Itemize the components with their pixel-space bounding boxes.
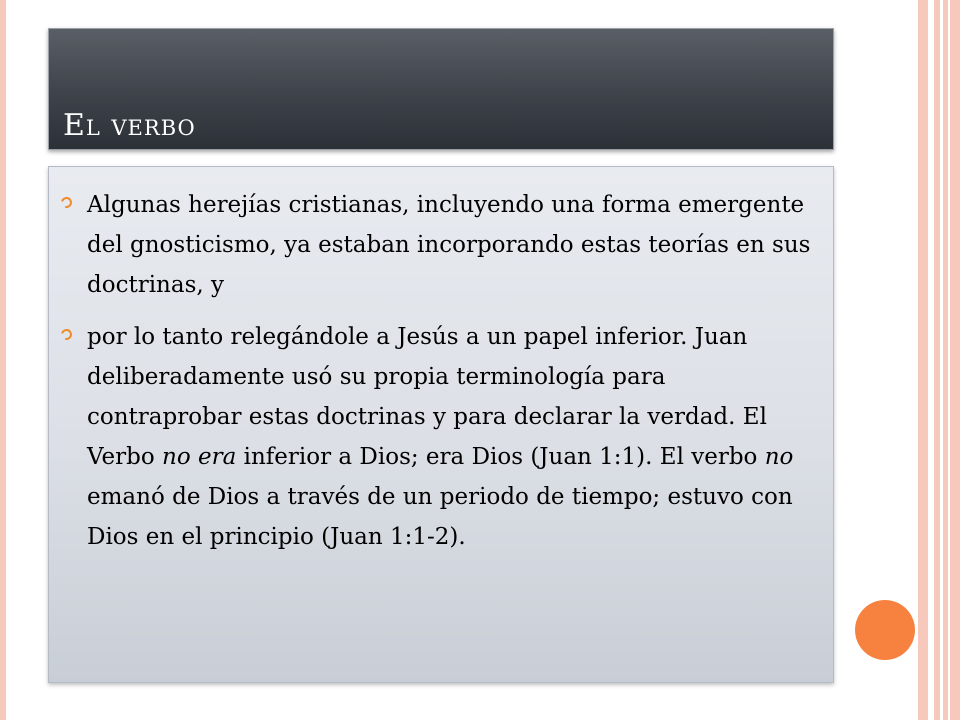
left-decorative-line [0,0,6,720]
bullet-text-2-emphasis-2: no [764,444,794,470]
bullet-list [49,167,833,557]
bullet-circle-icon [59,327,74,342]
title-bar [48,28,834,150]
bullet-item-1 [87,185,819,305]
bullet-circle-icon [59,195,74,210]
bullet-text-1: Algunas herejías cristianas, incluyendo una forma emergente del gnosticismo, ya estaban incorporando estas teorías en sus doctrinas, y [87,192,811,298]
bullet-item-2 [87,317,819,557]
content-box [48,166,834,683]
orange-circle-decoration [855,600,915,660]
bullet-text-2-part-1: por lo tanto relegándole a Jesús a un papel inferior. Juan deliberadamente usó su propia terminología para contraprobar estas doctrinas y para declarar la verdad. El Verbo [87,324,767,470]
stripe [940,0,943,720]
bullet-text-2-part-3: emanó de Dios a través de un periodo de tiempo; estuvo con Dios en el principio (Juan 1:1-2). [87,484,793,550]
stripe [948,0,950,720]
bullet-text-2-emphasis-1: no era [162,444,237,470]
stripe [928,0,934,720]
right-decorative-stripes [918,0,960,720]
slide-title: El verbo [63,108,196,143]
bullet-text-2-part-2: inferior a Dios; era Dios (Juan 1:1). El verbo [236,444,765,470]
